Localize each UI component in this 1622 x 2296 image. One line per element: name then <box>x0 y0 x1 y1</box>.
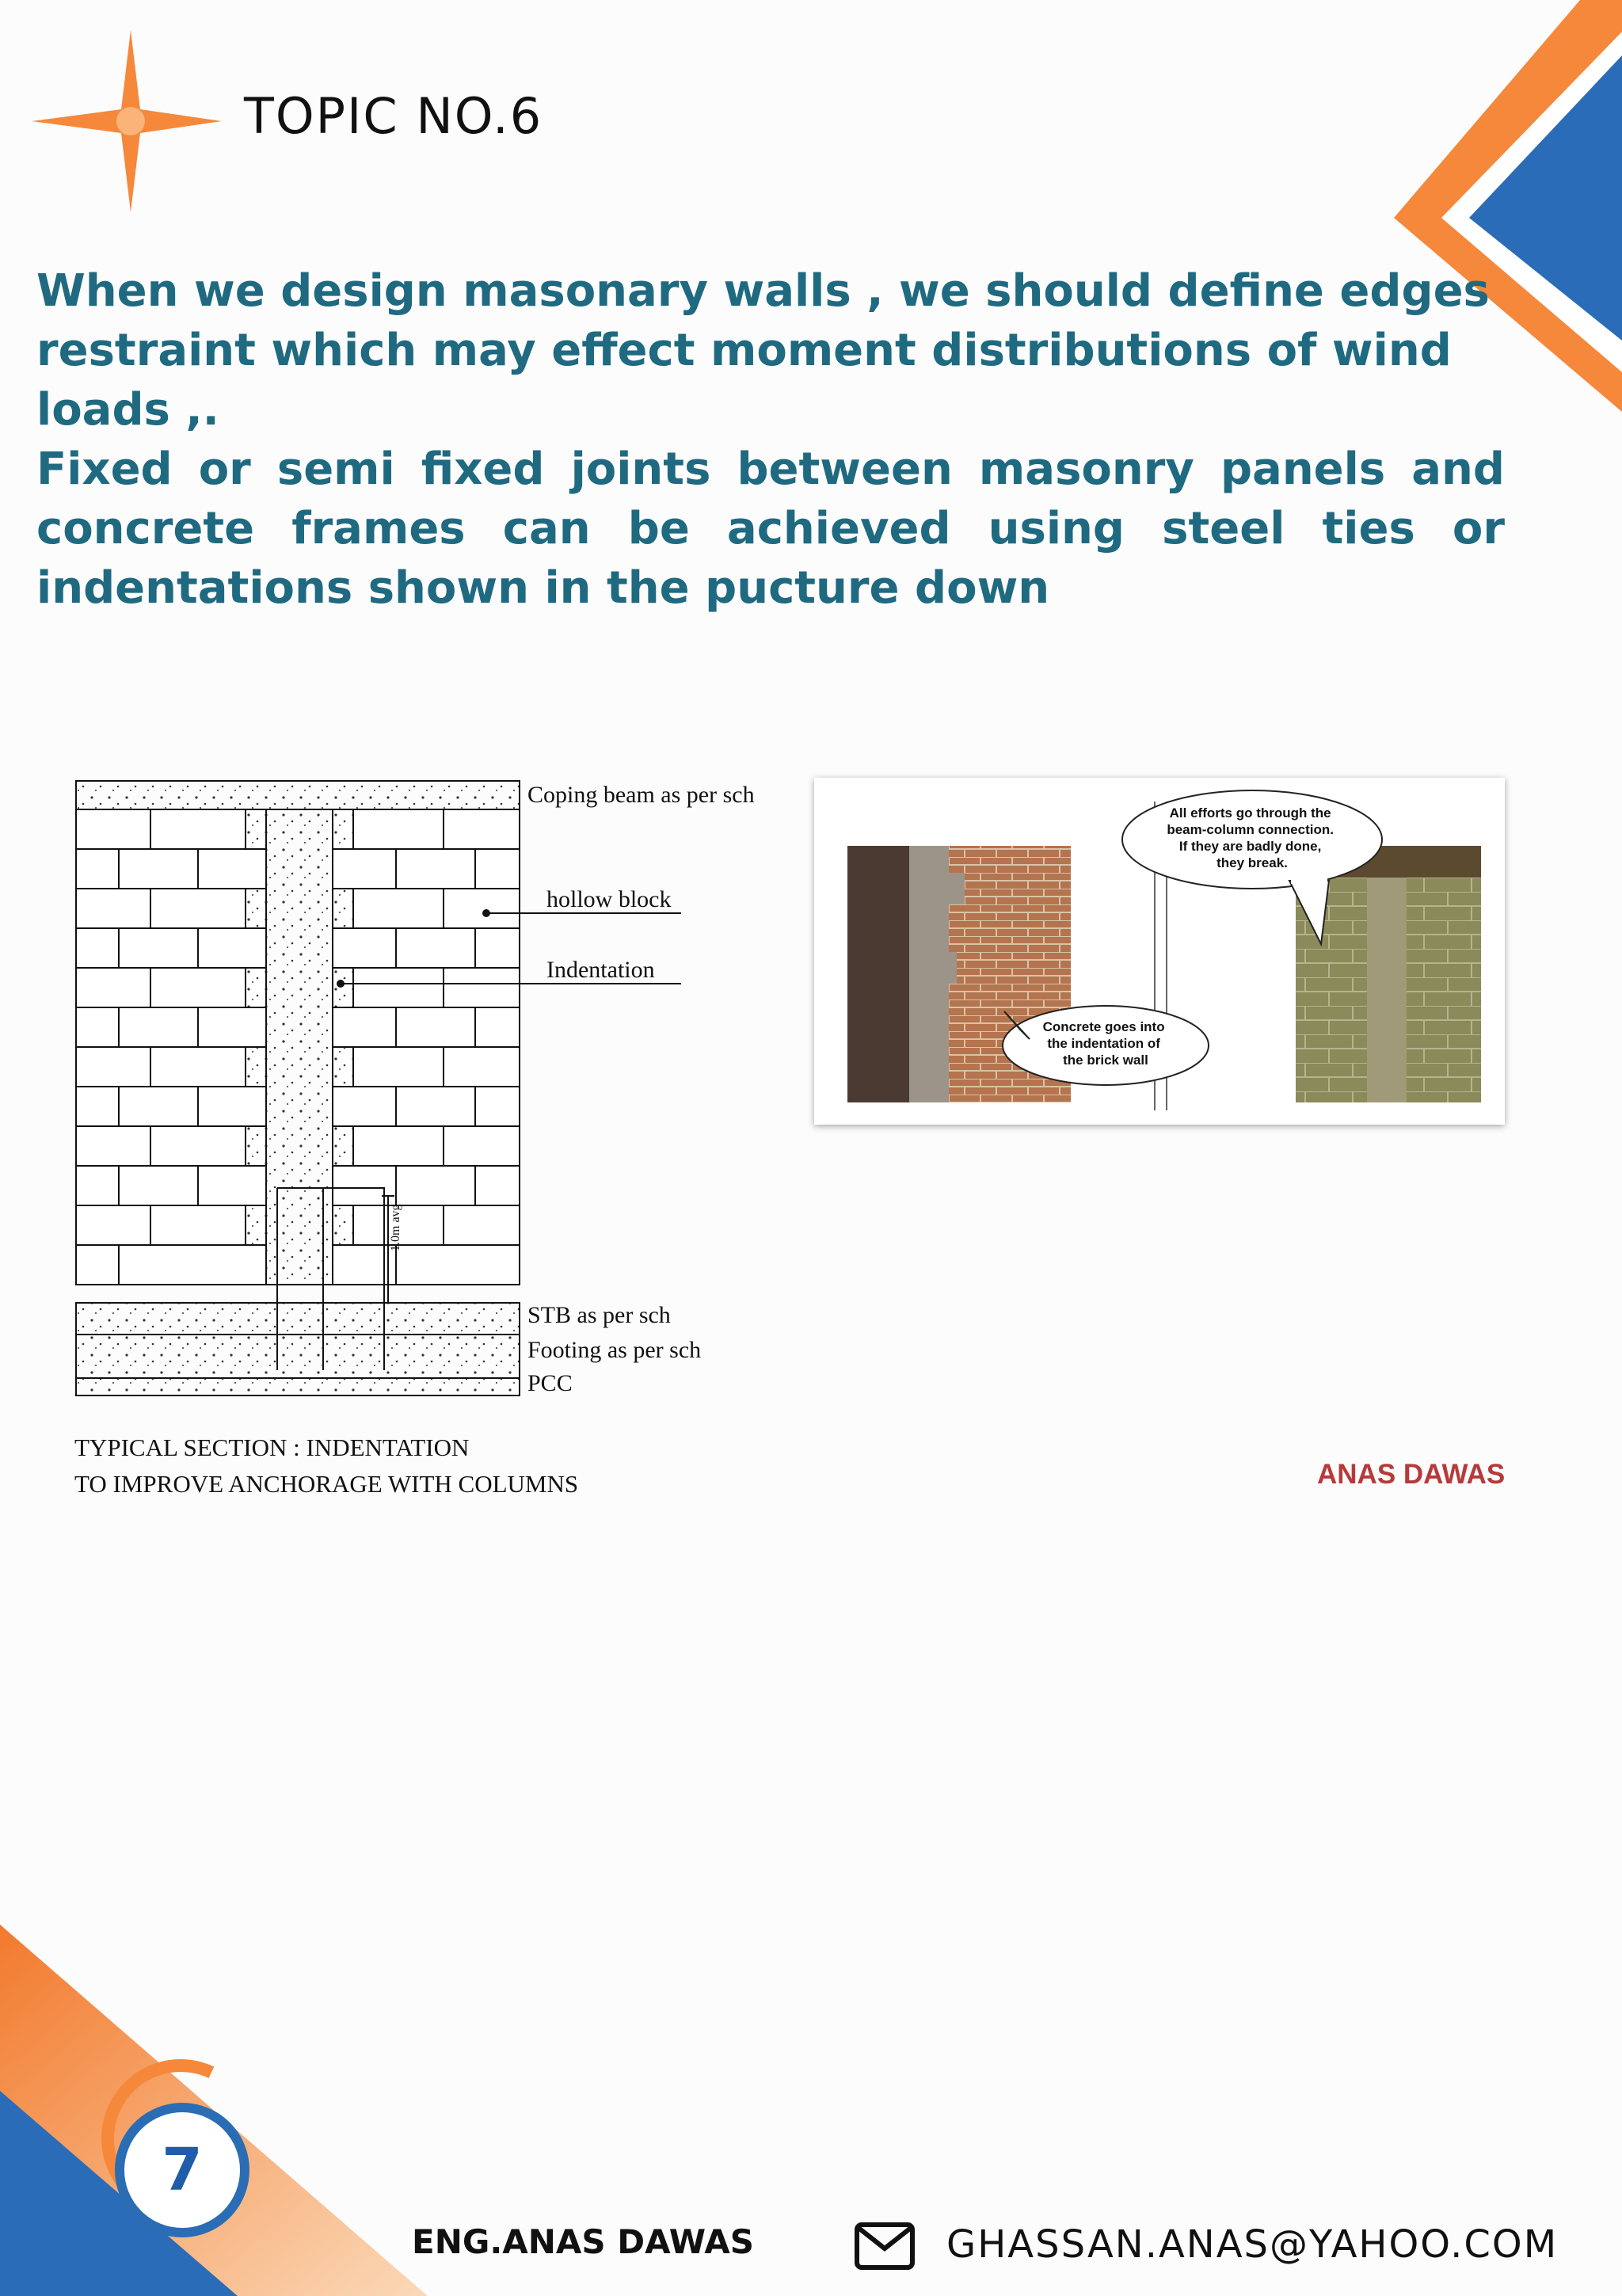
watermark: ANAS DAWAS <box>1317 1459 1506 1490</box>
bubble-bottom-line-2: the indentation of <box>1047 1036 1160 1051</box>
footer-author: ENG.ANAS DAWAS <box>412 2222 754 2261</box>
caption-line-1: TYPICAL SECTION : INDENTATION <box>74 1434 470 1461</box>
label-stb: STB as per sch <box>527 1302 671 1328</box>
drawing-caption <box>74 1430 578 1502</box>
photo-image <box>814 778 1505 1125</box>
label-footing: Footing as per sch <box>527 1337 702 1363</box>
bubble-top-line-1: All efforts go through the <box>1169 805 1331 821</box>
dimension-label: 1.0m avg <box>389 1204 402 1251</box>
page-title: TOPIC NO.6 <box>244 87 543 145</box>
label-coping-beam: Coping beam as per sch <box>527 782 755 808</box>
envelope-icon <box>854 2222 916 2271</box>
section-drawing <box>71 776 800 1402</box>
bubble-bottom-line-3: the brick wall <box>1063 1053 1148 1068</box>
footer-email[interactable]: GHASSAN.ANAS@YAHOO.COM <box>946 2222 1559 2267</box>
label-pcc: PCC <box>527 1370 573 1396</box>
page-number: 7 <box>115 2103 249 2237</box>
star-icon <box>32 30 222 212</box>
bubble-top-line-4: they break. <box>1216 855 1288 870</box>
paragraph-1: When we design masonary walls , we should define edges restraint which may effect moment distributions of wind loads ,. <box>36 265 1490 436</box>
label-indentation: Indentation <box>546 957 655 983</box>
photo-panel <box>814 778 1505 1125</box>
caption-line-2: TO IMPROVE ANCHORAGE WITH COLUMNS <box>74 1470 579 1498</box>
bubble-bottom-line-1: Concrete goes into <box>1042 1019 1165 1034</box>
paragraph-2: Fixed or semi fixed joints between masonry panels and concrete frames can be achieved using steel ties or indentations shown in the pucture down <box>36 444 1505 614</box>
body-text <box>36 261 1505 618</box>
label-hollow-block: hollow block <box>546 886 672 912</box>
bubble-top-line-2: beam-column connection. <box>1167 822 1334 837</box>
bubble-top-line-3: If they are badly done, <box>1178 839 1322 854</box>
